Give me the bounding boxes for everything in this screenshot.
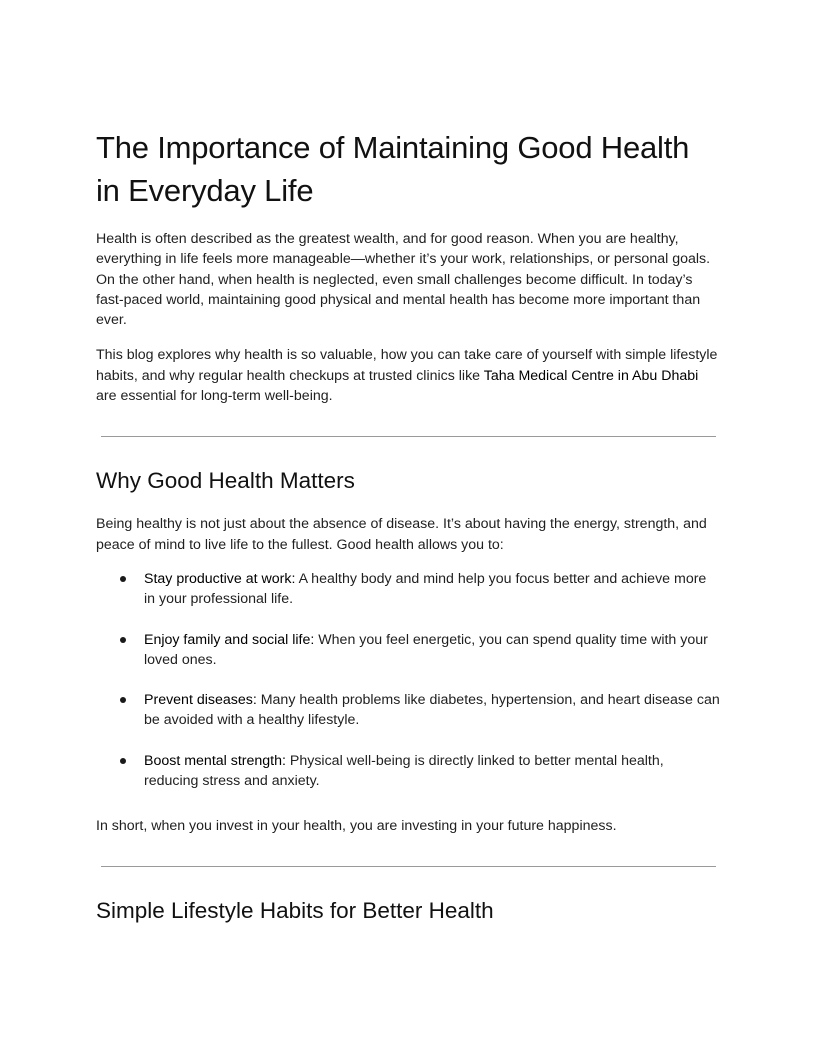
list-item: [96, 690, 720, 731]
page-title: The Importance of Maintaining Good Health in Everyday Life: [96, 130, 690, 208]
intro-paragraph-2-tail: are essential for long-term well-being.: [96, 388, 333, 405]
bullet-icon: [120, 637, 126, 643]
list-item-text: When you feel energetic, you can spend quality time with your loved ones.: [144, 631, 708, 668]
bullet-icon: [120, 697, 126, 703]
list-item-key: Stay productive at work:: [144, 570, 296, 587]
intro-paragraph-2-lead: This blog explores why health is so valuable, how you can take care of yourself with simple lifestyle habits, and why regular health checkups at trusted clinics like: [96, 347, 718, 384]
benefits-list: [96, 569, 720, 791]
list-item-key: Prevent diseases:: [144, 692, 257, 709]
section-intro-paragraph: Being healthy is not just about the absence of disease. It’s about having the energy, strength, and peace of mind to live life to the fullest. Good health allows you to:: [96, 516, 707, 553]
bullet-icon: [120, 758, 126, 764]
bullet-icon: [120, 576, 126, 582]
list-item-text: A healthy body and mind help you focus better and achieve more in your professional life.: [144, 570, 707, 608]
list-item-text: Physical well-being is directly linked to better mental health, reducing stress and anxiety.: [144, 752, 664, 790]
intro-paragraph-2: [96, 345, 720, 406]
list-item: [96, 630, 720, 671]
section-divider: [101, 436, 716, 437]
section-heading-lifestyle-habits: Simple Lifestyle Habits for Better Health: [96, 897, 494, 923]
section-heading-why-health-matters: Why Good Health Matters: [96, 468, 355, 494]
list-item-key: Enjoy family and social life:: [144, 631, 315, 648]
list-item-key: Boost mental strength:: [144, 752, 286, 769]
section-divider: [101, 866, 716, 867]
clinic-name-highlight: Taha Medical Centre in Abu Dhabi: [483, 367, 699, 384]
list-item: [96, 569, 720, 610]
document-page: [96, 126, 720, 926]
list-item-text: Many health problems like diabetes, hypertension, and heart disease can be avoided with a healthy lifestyle.: [144, 692, 720, 729]
intro-paragraph-1: Health is often described as the greatest wealth, and for good reason. When you are healthy, everything in life feels more manageable—whether it’s your work, relationships, or personal goals. On the other hand, when health is neglected, even small challenges become difficult. In today’s fast-paced world, maintaining good physical and mental health has become more important than ever.: [96, 231, 711, 329]
section-conclusion-paragraph: In short, when you invest in your health, you are investing in your future happiness.: [96, 818, 617, 835]
list-item: [96, 751, 720, 792]
